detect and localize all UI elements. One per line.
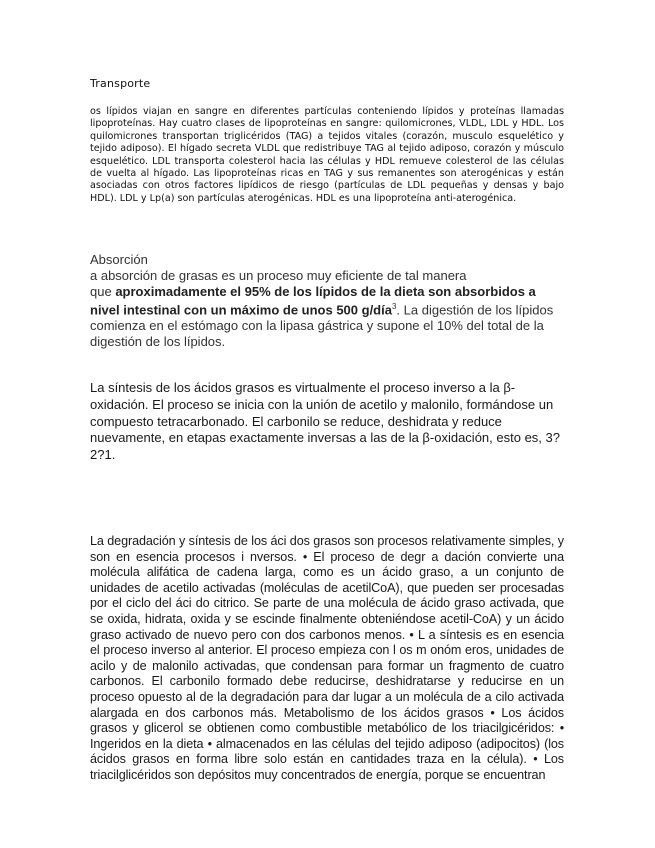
absorcion-footnote-ref: 3 [391,302,397,312]
absorcion-rest: . La digestión de los lípidos comienza en el estómago con la lipasa gástrica y supone el 10% del total de la digestión de los lípidos. [90,302,554,349]
absorcion-heading: Absorción [90,252,148,267]
degradacion-paragraph: La degradación y síntesis de los áci dos grasos son procesos relativamente simples, y son en esencia procesos i nversos. • El proceso de degr a dación convierte una molécula alifática de cadena larga, como es un ácido graso, a un conjunto de unidades de acetilo activadas (moléculas de acetilCoA), que pueden ser procesadas por el ciclo del áci do citrico. Se parte de una molécula de ácido graso activada, que se oxida, hidrata, oxida y se escinde finalmente obteniéndose acetil-CoA) y un ácido graso activado de nuevo pero con dos carbonos menos. • L a síntesis es en esencia el proceso inverso al anterior. El proceso empieza con l os m onóm eros, unidades de acilo y de malonilo activadas, que condensan para formar un fragmento de cuatro carbonos. El carbonilo formado debe reducirse, deshidratarse y reducirse en un proceso opuesto al de la degradación para dar lugar a un molécula de a cilo activada alargada en dos carbonos más. Metabolismo de los ácidos grasos • Los ácidos grasos y glicerol se obtienen como combustible metabólico de los triacilgicéridos: • Ingeridos en la dieta • almacenados en las células del tejido adiposo (adipocitos) (los ácidos grasos en forma libre solo están en cantidades traza en la célula). • Los triacilglicéridos son depósitos muy concentrados de energía, porque se encuentran [90,534,564,782]
sintesis-paragraph: La síntesis de los ácidos grasos es virtualmente el proceso inverso a la β-oxidación. El proceso se inicia con la unión de acetilo y malonilo, formándose un compuesto tetracarbonado. El carbonilo se reduce, deshidrata y reduce nuevamente, en etapas exactamente inversas a las de la β-oxidación, esto es, 3?2?1. [90,380,560,463]
absorcion-line1: a absorción de grasas es un proceso muy eficiente de tal manera [90,268,467,283]
transporte-paragraph: os lípidos viajan en sangre en diferentes partículas conteniendo lípidos y proteínas llamadas lipoproteínas. Hay cuatro clases de lipoproteínas en sangre: quilomicrones, VLDL, LDL y HDL. Los quilomicrones transportan triglicéridos (TAG) a tejidos vitales (corazón, musculo esquelético y tejido adiposo). El hígado secreta VLDL que redistribuye TAG al tejido adiposo, corazón y músculo esquelético. LDL transporta colesterol hacia las células y HDL remueve colesterol de las células de vuelta al hígado. Las lipoproteínas ricas en TAG y sus remanentes son aterogénicas y están asociadas con otros factores lipídicos de riesgo (partículas de LDL pequeñas y densas y bajo HDL). LDL y Lp(a) son partículas aterogénicas. HDL es una lipoproteína anti-aterogénica. [90,106,564,204]
absorcion-lead: que [90,283,116,299]
absorcion-bold-text: aproximadamente el 95% de los lípidos de la dieta son absorbidos a nivel intestinal con un máximo de unos 500 g/día [90,283,536,318]
transporte-heading: Transporte [90,77,151,90]
absorcion-paragraph [90,268,560,349]
